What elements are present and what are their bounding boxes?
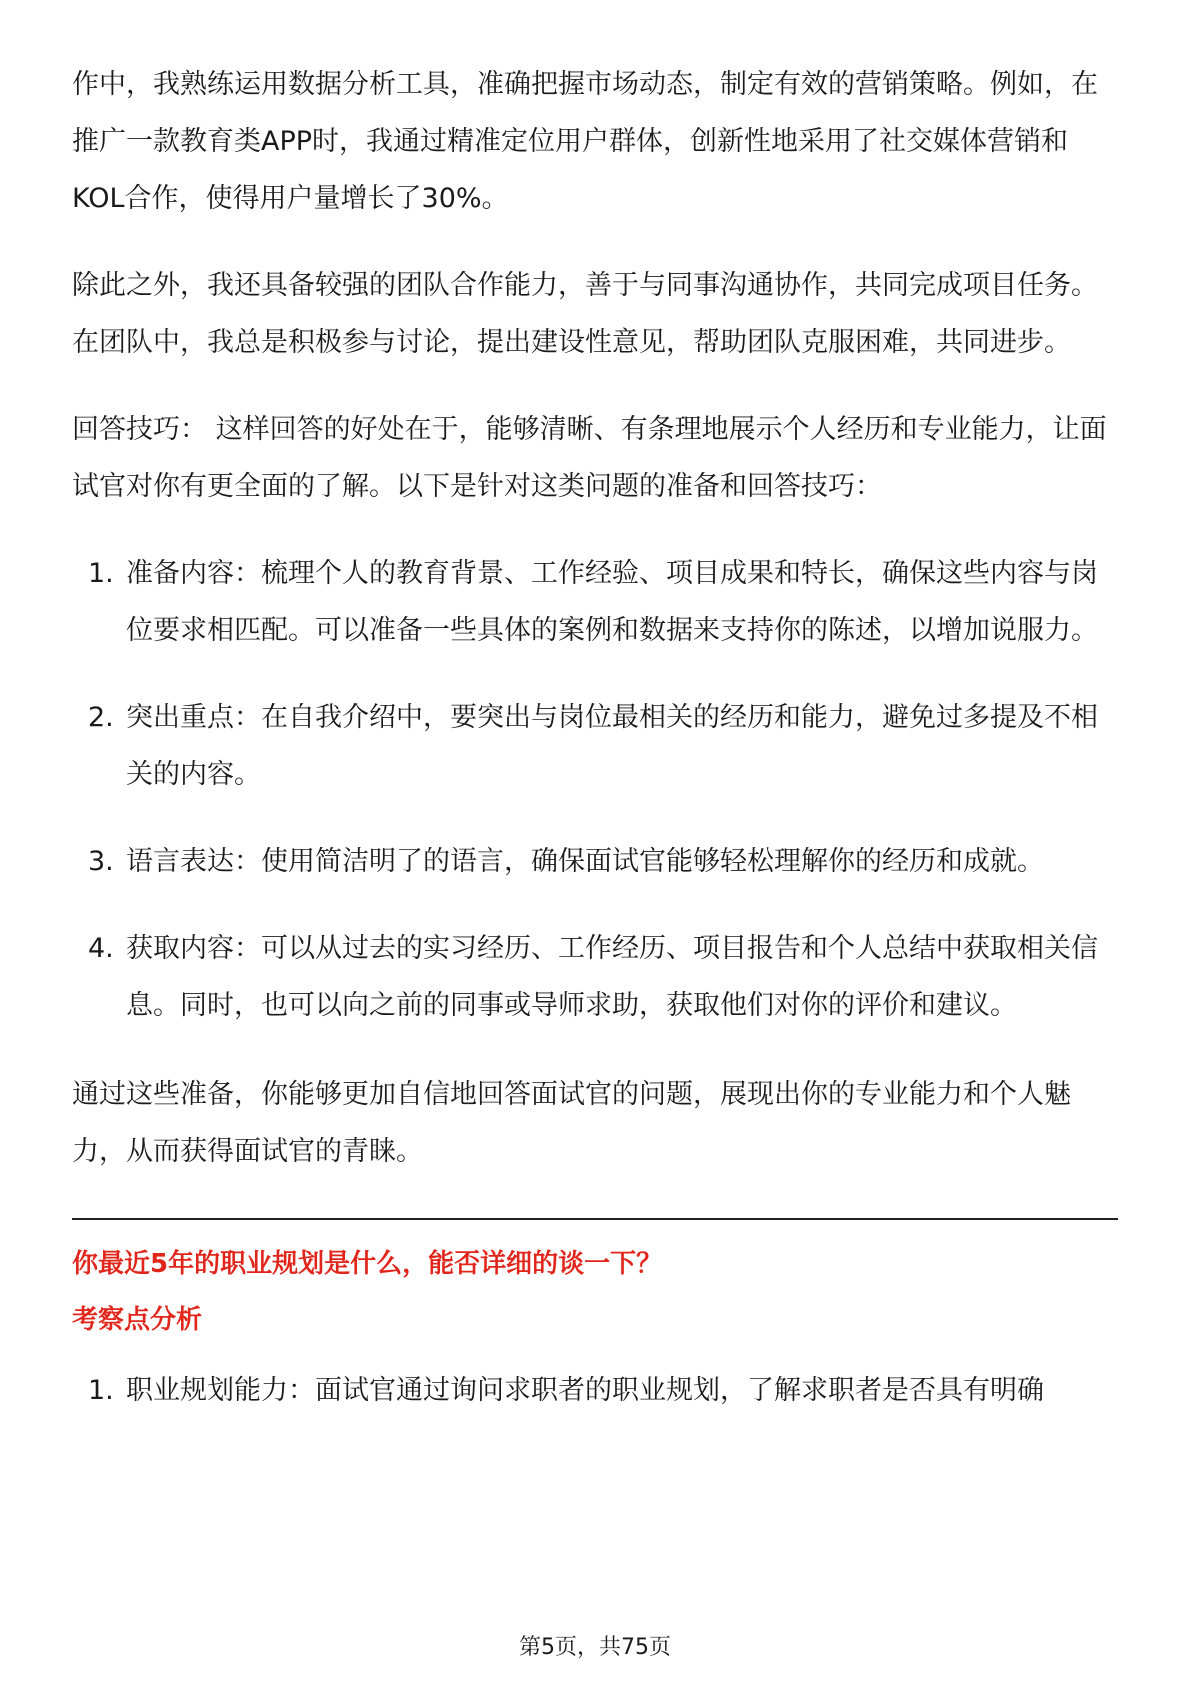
- analysis-list: [72, 1362, 1118, 1419]
- list-item: 1. 准备内容：梳理个人的教育背景、工作经验、项目成果和特长，确保这些内容与岗位要求相匹配。可以准备一些具体的案例和数据来支持你的陈述，以增加说服力。: [88, 558, 1098, 646]
- list-item: 3. 语言表达：使用简洁明了的语言，确保面试官能够轻松理解你的经历和成就。: [88, 846, 1044, 877]
- section-divider: [72, 1218, 1118, 1220]
- tips-list: [72, 545, 1118, 1034]
- paragraph-closing: 通过这些准备，你能够更加自信地回答面试官的问题，展现出你的专业能力和个人魅力，从而获得面试官的青睐。: [72, 1079, 1071, 1167]
- document-page: [72, 56, 1118, 1451]
- list-item: 2. 突出重点：在自我介绍中，要突出与岗位最相关的经历和能力，避免过多提及不相关的内容。: [88, 702, 1098, 790]
- paragraph-teamwork: 除此之外，我还具备较强的团队合作能力，善于与同事沟通协作，共同完成项目任务。在团队中，我总是积极参与讨论，提出建设性意见，帮助团队克服困难，共同进步。: [72, 270, 1098, 358]
- question-heading: 你最近5年的职业规划是什么，能否详细的谈一下？: [72, 1249, 663, 1279]
- analysis-heading: 考察点分析: [72, 1305, 203, 1335]
- list-item: 1. 职业规划能力：面试官通过询问求职者的职业规划，了解求职者是否具有明确: [88, 1375, 1044, 1406]
- list-item: 4. 获取内容：可以从过去的实习经历、工作经历、项目报告和个人总结中获取相关信息。同时，也可以向之前的同事或导师求助，获取他们对你的评价和建议。: [88, 933, 1098, 1021]
- page-number: 第5页，共75页: [519, 1635, 671, 1660]
- paragraph-experience: 作中，我熟练运用数据分析工具，准确把握市场动态，制定有效的营销策略。例如，在推广一款教育类APP时，我通过精准定位用户群体，创新性地采用了社交媒体营销和KOL合作，使得用户量增长了30%。: [72, 69, 1098, 214]
- paragraph-answer-tips: 回答技巧： 这样回答的好处在于，能够清晰、有条理地展示个人经历和专业能力，让面试官对你有更全面的了解。以下是针对这类问题的准备和回答技巧：: [72, 414, 1107, 502]
